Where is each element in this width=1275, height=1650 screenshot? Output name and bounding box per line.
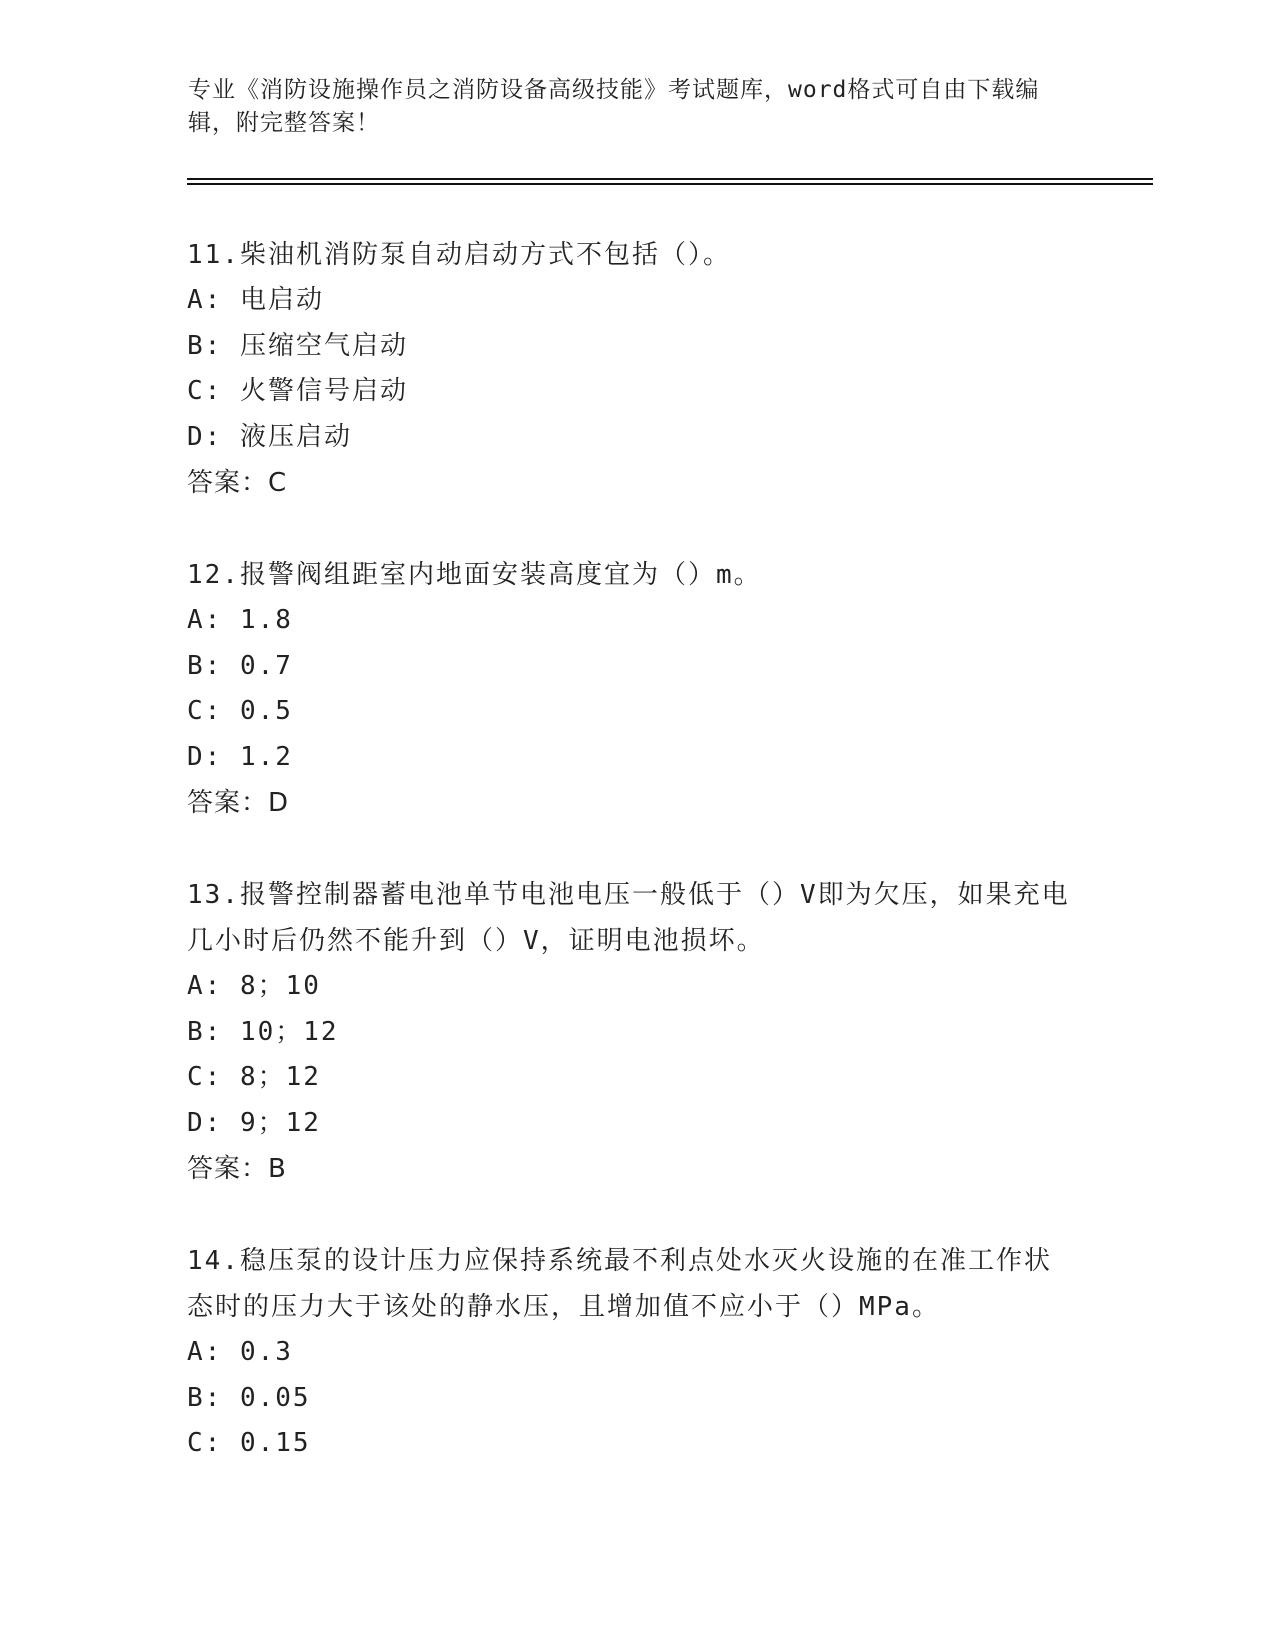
option-b: B: 压缩空气启动: [187, 330, 408, 361]
answer-line: 答案：B: [187, 1154, 287, 1184]
option-d: D: 9；12: [187, 1107, 321, 1138]
option-d: D: 1.2: [187, 741, 293, 772]
question-stem: 12.报警阀组距室内地面安装高度宜为（）m。: [187, 560, 762, 590]
option-d: D: 液压启动: [187, 421, 352, 452]
question-stem: 11.柴油机消防泵自动启动方式不包括（）。: [187, 240, 731, 270]
option-a: A: 8；10: [187, 971, 321, 1001]
question-11: [187, 232, 1077, 506]
option-b: B: 0.7: [187, 650, 293, 681]
option-a: A: 电启动: [187, 285, 324, 315]
header-intro-text: 专业《消防设施操作员之消防设备高级技能》考试题库，word格式可自由下载编辑，附完整答案！: [188, 77, 1040, 136]
option-a: A: 0.3: [187, 1337, 293, 1367]
option-b: B: 0.05: [187, 1382, 311, 1413]
question-14: [187, 1238, 1077, 1467]
option-b: B: 10；12: [187, 1016, 339, 1047]
answer-line: 答案：D: [187, 788, 290, 818]
question-13: [187, 872, 1077, 1192]
question-stem: 14.稳压泵的设计压力应保持系统最不利点处水灭火设施的在准工作状态时的压力大于该处的静水压，且增加值不应小于（）MPa。: [187, 1246, 1052, 1322]
header-divider-top: [187, 178, 1153, 180]
option-c: C: 8；12: [187, 1062, 321, 1092]
option-a: A: 1.8: [187, 605, 293, 635]
document-header: [188, 74, 1068, 140]
header-divider-bottom: [187, 183, 1153, 185]
answer-line: 答案：C: [187, 468, 288, 498]
option-c: C: 火警信号启动: [187, 376, 408, 406]
question-12: [187, 552, 1077, 826]
option-c: C: 0.5: [187, 696, 293, 726]
question-stem: 13.报警控制器蓄电池单节电池电压一般低于（）V即为欠压，如果充电几小时后仍然不能升到（）V，证明电池损坏。: [187, 880, 1070, 956]
option-c: C: 0.15: [187, 1428, 311, 1458]
